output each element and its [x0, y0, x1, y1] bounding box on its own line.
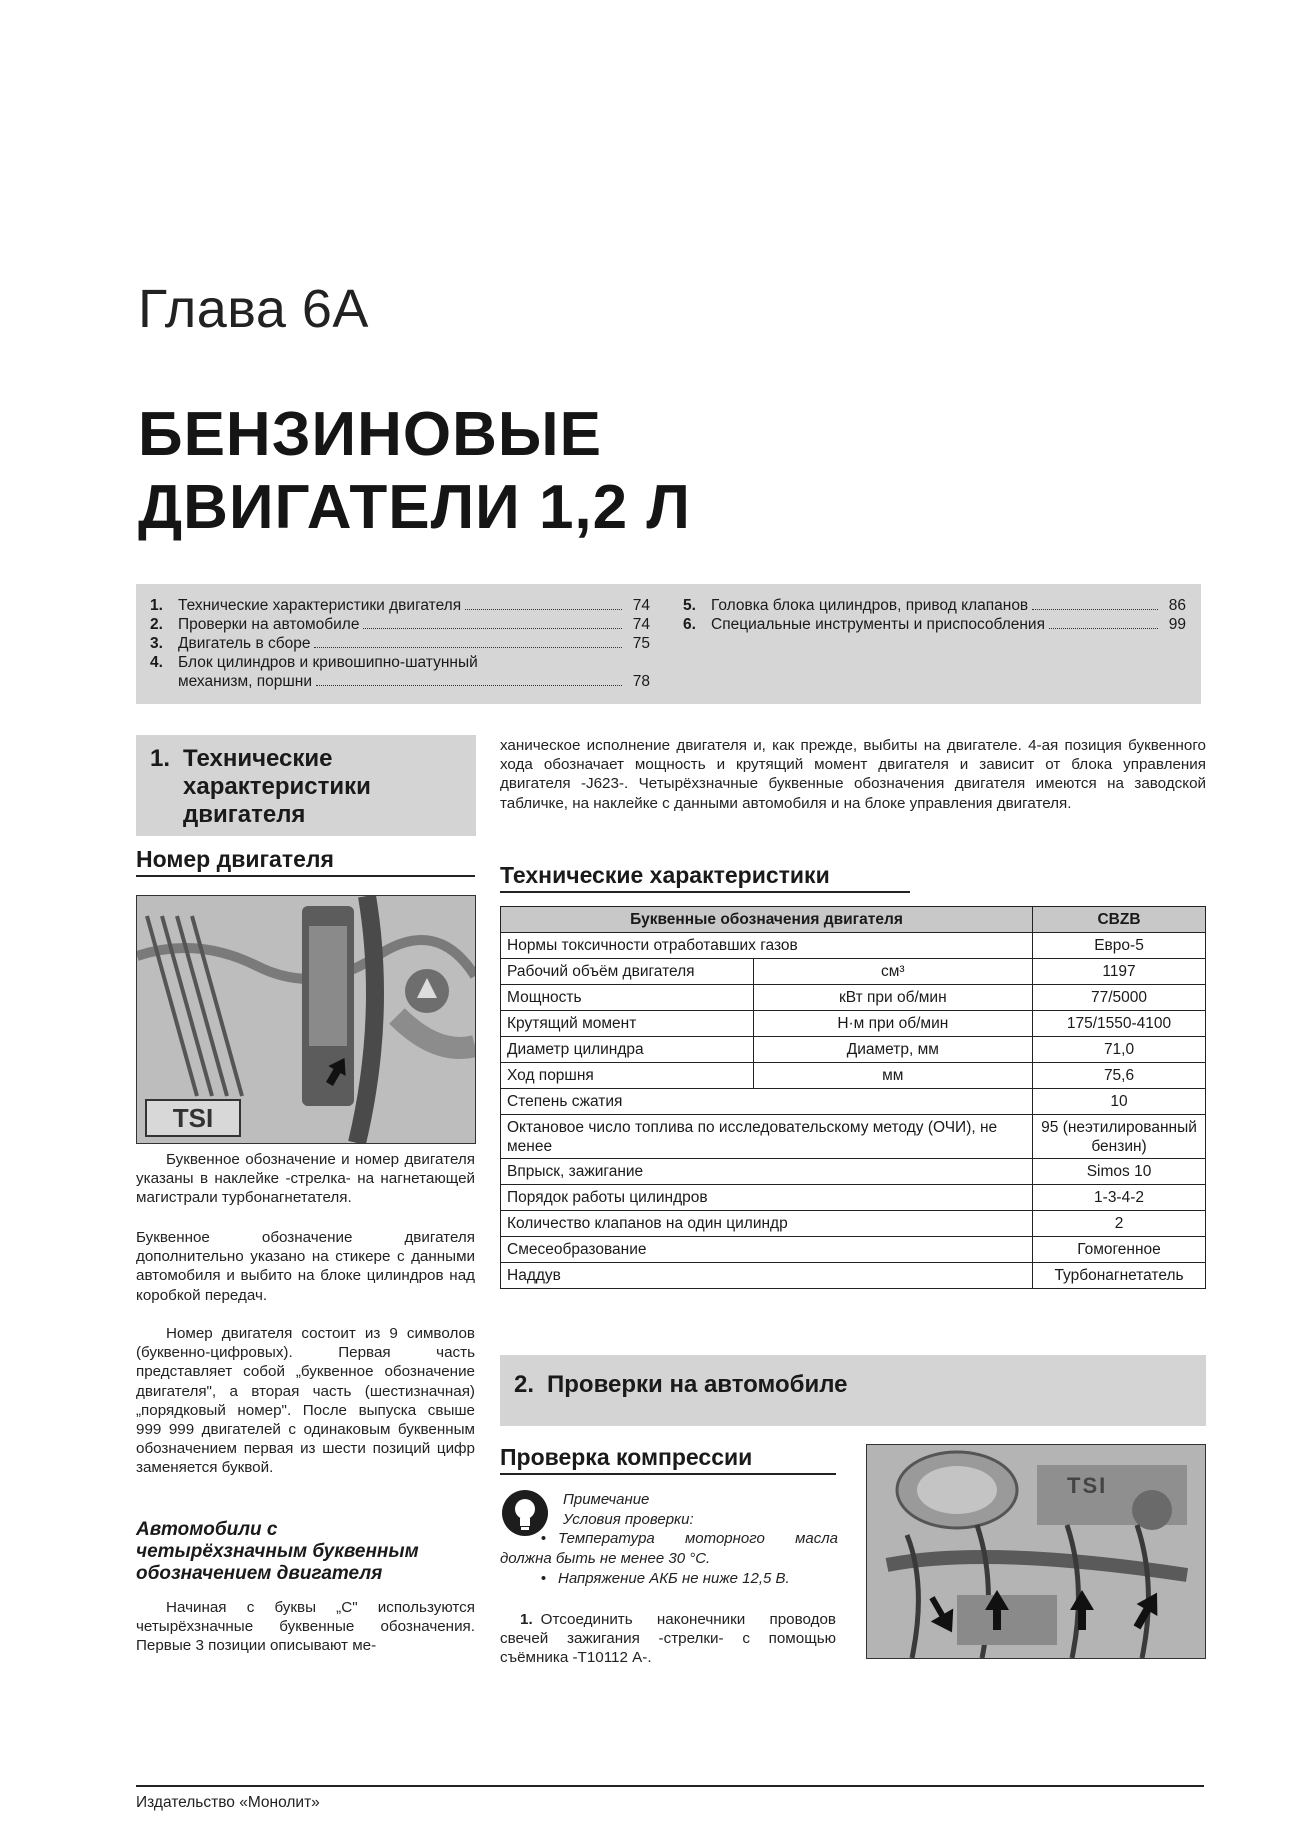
specs-header-code: CBZB — [1033, 907, 1206, 933]
spec-value: 71,0 — [1033, 1037, 1206, 1063]
table-row — [501, 1115, 1206, 1159]
toc-item[interactable] — [150, 653, 650, 672]
title-line-2: ДВИГАТЕЛИ 1,2 Л — [138, 473, 691, 542]
toc-item-continued[interactable] — [178, 672, 650, 691]
spec-value: 77/5000 — [1033, 985, 1206, 1011]
step-number: 1. — [520, 1611, 533, 1628]
spec-param: Количество клапанов на один цилиндр — [501, 1211, 1033, 1237]
note-item-text: Напряжение АКБ не ниже 12,5 В. — [558, 1570, 790, 1587]
step-text: Отсоединить наконечники проводов свечей зажигания -стрелки- с помощью съёмника -Т10112 А-. — [500, 1611, 836, 1667]
toc-item[interactable] — [150, 596, 650, 615]
toc-item[interactable] — [683, 596, 1186, 615]
table-row — [501, 1037, 1206, 1063]
continuation-paragraph: ханическое исполнение двигателя и, как прежде, выбиты на двигателе. 4-ая позиция буквенного хода обозначает мощность и крутящий момент двигателя и зависит от блока управления двигателя -J623-. Четырёхзначные буквенные обозначения двигателя имеются на заводской табличке, на наклейке с данными автомобиля и на блоке управления двигателя. — [500, 737, 1206, 812]
specs-heading: Технические характеристики — [500, 862, 910, 893]
section-title-line: двигателя — [183, 801, 306, 828]
four-letter-heading — [136, 1519, 475, 1585]
engine-number-heading: Номер двигателя — [136, 846, 475, 877]
toc-num: 1. — [150, 597, 163, 614]
ignition-coils-illustration — [867, 1445, 1205, 1658]
table-row — [501, 959, 1206, 985]
engine-number-paragraph-3: Номер двигателя состоит из 9 символов (буквенно-цифровых). Первая часть представляет собой „буквенное обозначение двигателя", а вторая часть (шестизначная) „порядковый номер". После выпуска свыше 999 999 двигателей с одинаковым буквенным обозначением первая из шести позиций цифр заменяется буквой. — [136, 1325, 475, 1477]
specs-header-row — [501, 907, 1206, 933]
spec-param: Смесеобразование — [501, 1237, 1033, 1263]
spec-value: Simos 10 — [1033, 1159, 1206, 1185]
bullet: • — [540, 1570, 546, 1587]
section-1-header — [136, 735, 476, 836]
toc-item[interactable] — [683, 615, 1186, 634]
toc-num: 3. — [150, 635, 163, 652]
section-2-header — [500, 1355, 1206, 1426]
table-row — [501, 1185, 1206, 1211]
tsi-badge: TSI — [145, 1099, 241, 1137]
spec-unit: кВт при об/мин — [753, 985, 1032, 1011]
table-of-contents — [136, 584, 1201, 704]
section-title: Проверки на автомобиле — [547, 1371, 848, 1398]
table-row — [501, 985, 1206, 1011]
note-conditions: Условия проверки: — [563, 1510, 694, 1528]
chapter-label: Глава 6А — [138, 279, 369, 339]
toc-num: 5. — [683, 597, 696, 614]
section-title-line: Технические — [183, 745, 333, 772]
toc-num: 4. — [150, 654, 163, 671]
toc-text: Двигатель в сборе — [178, 635, 311, 652]
toc-text: механизм, поршни — [178, 673, 313, 690]
spec-value: 95 (неэтилированный бензин) — [1033, 1115, 1206, 1159]
tsi-badge: TSI — [1067, 1473, 1108, 1498]
table-row — [501, 1237, 1206, 1263]
spec-value: 2 — [1033, 1211, 1206, 1237]
bullet: • — [540, 1530, 546, 1547]
toc-text: Блок цилиндров и кривошипно-шатунный — [178, 654, 478, 671]
toc-num: 6. — [683, 616, 696, 633]
note-title: Примечание — [563, 1491, 650, 1508]
spec-unit: мм — [753, 1063, 1032, 1089]
toc-page: 74 — [632, 616, 650, 633]
spec-param: Нормы токсичности отработавших газов — [501, 933, 1033, 959]
four-letter-heading-line: четырёхзначным буквенным — [136, 1541, 419, 1562]
section-title — [183, 745, 371, 829]
spec-param: Рабочий объём двигателя — [501, 959, 754, 985]
toc-text: Специальные инструменты и приспособления — [711, 616, 1045, 633]
spec-value: Турбонагнетатель — [1033, 1263, 1206, 1289]
toc-page: 74 — [632, 597, 650, 614]
table-row — [501, 1159, 1206, 1185]
four-letter-paragraph: Начиная с буквы „С" используются четырёхзначные буквенные обозначения. Первые 3 позиции описывают ме- — [136, 1599, 475, 1655]
compression-heading: Проверка компрессии — [500, 1444, 836, 1475]
toc-num: 2. — [150, 616, 163, 633]
toc-item[interactable] — [150, 615, 650, 634]
engine-number-figure — [136, 895, 476, 1144]
section-title-line: характеристики — [183, 773, 371, 800]
specs-table — [500, 906, 1206, 1289]
table-row — [501, 1063, 1206, 1089]
spec-param: Крутящий момент — [501, 1011, 754, 1037]
engine-number-paragraph-1: Буквенное обозначение и номер двигателя указаны в наклейке -стрелка- на нагнетающей магистрали турбонагнетателя. — [136, 1151, 475, 1207]
spec-value: 75,6 — [1033, 1063, 1206, 1089]
toc-text: Головка блока цилиндров, привод клапанов — [711, 597, 1029, 614]
spec-param: Наддув — [501, 1263, 1033, 1289]
spec-value: 1-3-4-2 — [1033, 1185, 1206, 1211]
spec-param: Октановое число топлива по исследовательскому методу (ОЧИ), не менее — [501, 1115, 1033, 1159]
specs-header-param: Буквенные обозначения двигателя — [501, 907, 1033, 933]
four-letter-heading-line: обозначением двигателя — [136, 1563, 383, 1584]
step-1 — [500, 1610, 836, 1668]
table-row — [501, 1211, 1206, 1237]
table-row — [501, 1263, 1206, 1289]
table-row — [501, 1011, 1206, 1037]
toc-page: 78 — [632, 673, 650, 690]
spec-value: Евро-5 — [1033, 933, 1206, 959]
spec-param: Впрыск, зажигание — [501, 1159, 1033, 1185]
section-number: 2. — [514, 1371, 535, 1398]
spec-value: 1197 — [1033, 959, 1206, 985]
spec-param: Степень сжатия — [501, 1089, 1033, 1115]
toc-page: 99 — [1168, 616, 1186, 633]
publisher-footer: Издательство «Монолит» — [136, 1794, 320, 1811]
four-letter-heading-line: Автомобили с — [136, 1519, 278, 1540]
footer-divider — [136, 1785, 1204, 1787]
toc-leader — [1032, 609, 1158, 610]
spec-param: Порядок работы цилиндров — [501, 1185, 1033, 1211]
toc-leader — [465, 609, 622, 610]
engine-number-paragraph-2: Буквенное обозначение двигателя дополнительно указано на стикере с данными автомобиля и выбито на блоке цилиндров над коробкой передач. — [136, 1229, 475, 1304]
spec-unit: см³ — [753, 959, 1032, 985]
spec-param: Ход поршня — [501, 1063, 754, 1089]
spec-param: Диаметр цилиндра — [501, 1037, 754, 1063]
note-item-text: Температура моторного масла должна быть не менее 30 °С. — [500, 1530, 838, 1567]
toc-page: 86 — [1168, 597, 1186, 614]
toc-text: Проверки на автомобиле — [178, 616, 360, 633]
section-number: 1. — [150, 745, 171, 772]
table-row — [501, 1089, 1206, 1115]
note-item-1 — [500, 1529, 838, 1568]
toc-text: Технические характеристики двигателя — [178, 597, 462, 614]
table-row — [501, 933, 1206, 959]
toc-page: 75 — [632, 635, 650, 652]
spec-param: Мощность — [501, 985, 754, 1011]
toc-leader — [363, 628, 622, 629]
spec-value: Гомогенное — [1033, 1237, 1206, 1263]
note-block — [563, 1490, 838, 1529]
note-item-2 — [500, 1569, 838, 1589]
toc-leader — [314, 647, 622, 648]
spec-unit: Диаметр, мм — [753, 1037, 1032, 1063]
compression-figure — [866, 1444, 1206, 1659]
spec-value: 10 — [1033, 1089, 1206, 1115]
page-title — [138, 398, 691, 544]
spec-value: 175/1550-4100 — [1033, 1011, 1206, 1037]
title-line-1: БЕНЗИНОВЫЕ — [138, 400, 602, 469]
toc-leader — [1049, 628, 1158, 629]
spec-unit: Н·м при об/мин — [753, 1011, 1032, 1037]
toc-leader — [316, 685, 622, 686]
toc-item[interactable] — [150, 634, 650, 653]
